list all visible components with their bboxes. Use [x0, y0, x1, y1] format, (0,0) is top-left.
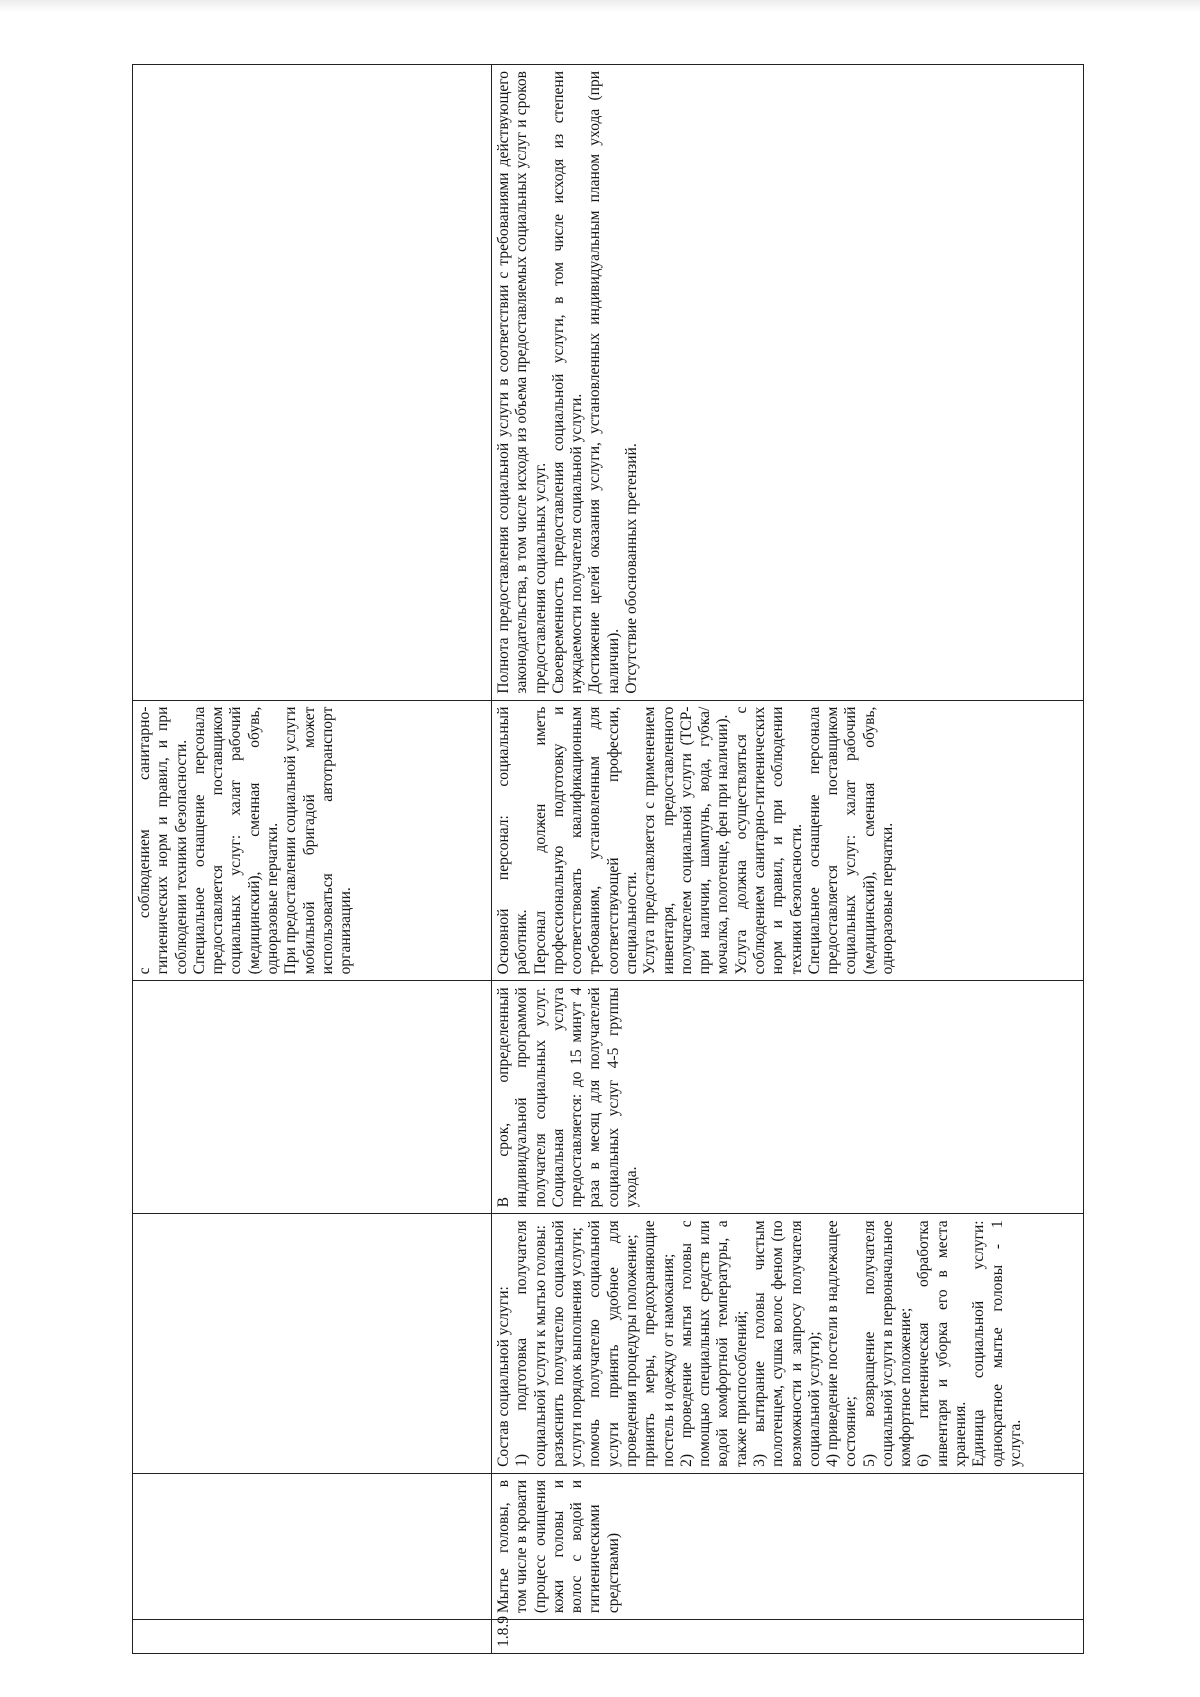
cell-conditions-continued: [133, 700, 492, 981]
composition-line: 3) вытирание головы чистым полотенцем, сушка волос феном (по возможности и запросу получателя социальной услуги);: [750, 1220, 823, 1467]
composition-line: Единица социальной услуги: однократное мытье головы - 1 услуга.: [970, 1220, 1024, 1467]
table-row-service: [492, 65, 1084, 1654]
cell-empty-quality: [133, 65, 492, 701]
cell-service-number: 1.8.9: [492, 1620, 1084, 1654]
services-table: [132, 64, 1084, 1654]
cell-empty-number: [133, 1620, 492, 1654]
cell-empty-timing: [133, 981, 492, 1214]
quality-line: Достижение целей оказания услуги, установленных индивидуальным планом ухода (при наличии).: [586, 71, 622, 694]
composition-line: принять меры, предохраняющие постель и одежду от намокания;: [641, 1220, 677, 1467]
quality-line: Своевременность предоставления социальной услуги, в том числе исходя из степени нуждаемости получателя социальной услуги.: [549, 71, 586, 694]
table-row-continuation: [133, 65, 492, 1654]
composition-line: 2) проведение мытья головы с помощью специальных средств или водой комфортной температуры, а также приспособлений;: [677, 1220, 750, 1467]
composition-line: 4) приведение постели в надлежащее состояние;: [824, 1220, 860, 1467]
conditions-line: Услуга должна осуществляться с соблюдением санитарно-гигиенических норм и правил, и при соблюдении техники безопасности.: [732, 706, 805, 975]
composition-line: 6) гигиеническая обработка инвентаря и уборка его в места хранения.: [915, 1220, 970, 1467]
conditions-line: Основной персонал: социальный работник.: [495, 706, 531, 975]
quality-line: Полнота предоставления социальной услуги в соответствии с требованиями действующего законодательства, в том числе исходя из объема предоставляемых социальных услуг и сроков предоставления социальных услуг.: [495, 71, 549, 694]
cell-service-quality: [492, 65, 1084, 701]
rotated-table-wrapper: [132, 64, 1075, 1654]
cell-service-composition: [492, 1214, 1084, 1474]
cell-service-conditions: [492, 700, 1084, 981]
cell-empty-composition: [133, 1214, 492, 1474]
conditions-line: Специальное оснащение персонала предоставляется поставщиком социальных услуг: халат рабочий (медицинский), сменная обувь, одноразовые перчатки.: [805, 706, 896, 975]
composition-line: 1) подготовка получателя социальной услуги к мытью головы:: [513, 1220, 549, 1467]
composition-line: 5) возвращение получателя социальной услуги в первоначальное комфортное положение;: [860, 1220, 915, 1467]
conditions-line: Специальное оснащение персонала предоставляется поставщиком социальных услуг: халат рабочий (медицинский), сменная обувь, одноразовые перчатки.: [190, 706, 281, 975]
cell-service-name: Мытье головы, в том числе в кровати (процесс очищения кожи головы и волос с водой и гигиеническими средствами): [492, 1473, 1084, 1619]
conditions-line: Услуга предоставляется с применением инвентаря, предоставленного получателем социальной услуги (ТСР-при наличии, шампунь, вода, губка/ мочалка, полотенце, фен при наличии).: [641, 706, 732, 975]
conditions-line: При предоставлении социальной услуги мобильной бригадой может использоваться автотранспорт организации.: [282, 706, 355, 975]
composition-line: помочь получателю социальной услуги принять удобное для проведения процедуры положение;: [586, 1220, 640, 1467]
cell-empty-name: [133, 1473, 492, 1619]
scan-edge: [0, 0, 1200, 12]
cell-service-timing: В срок, определенный индивидуальной программой получателя социальных услуг. Социальная услуга предоставляется: до 15 минут 4 раза в месяц для получателей социальных услуг 4-5 группы ухода.: [492, 981, 1084, 1214]
composition-line: Состав социальной услуги:: [495, 1286, 512, 1467]
quality-line: Отсутствие обоснованных претензий.: [622, 443, 640, 694]
composition-line: разъяснить получателю социальной услуги порядок выполнения услуги;: [549, 1220, 586, 1467]
conditions-line: Персонал должен иметь профессиональную подготовку и соответствовать квалификационным требованиям, установленным для соответствующей профессии, специальности.: [531, 706, 640, 975]
conditions-line: с соблюдением санитарно-гигиенических норм и правил, и при соблюдении техники безопасности.: [136, 706, 190, 975]
